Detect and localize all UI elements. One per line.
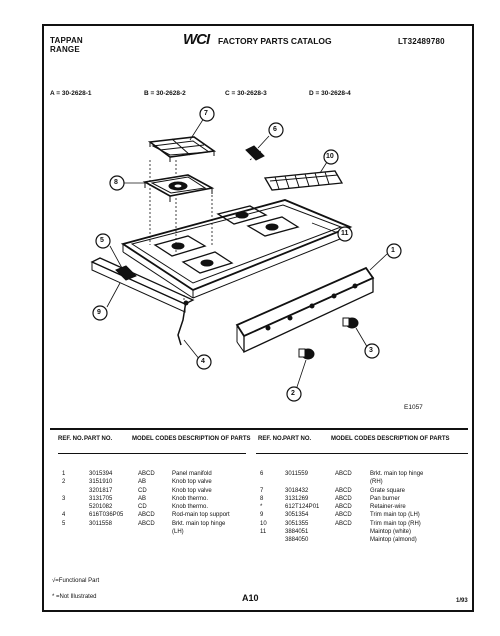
table-cell bbox=[138, 528, 155, 536]
left-part-column bbox=[89, 470, 123, 536]
table-cell bbox=[285, 478, 319, 486]
table-cell: ABCD bbox=[138, 512, 155, 519]
table-cell bbox=[62, 503, 65, 511]
wci-logo: WCI bbox=[183, 31, 210, 48]
revision-date: 1/93 bbox=[456, 598, 468, 604]
header-codes-left: MODEL CODES bbox=[132, 436, 177, 442]
table-cell: 3051355 bbox=[285, 520, 309, 527]
table-cell: ABCD bbox=[335, 471, 352, 477]
catalog-number: LT32489780 bbox=[398, 37, 445, 46]
table-cell bbox=[260, 536, 267, 544]
right-desc-column bbox=[370, 470, 423, 545]
header-desc-left: DESCRIPTION OF PARTS bbox=[178, 436, 251, 442]
table-cell bbox=[260, 478, 267, 486]
brand-line1: TAPPAN bbox=[50, 36, 83, 45]
knob-top-valve-part bbox=[299, 349, 314, 359]
table-cell: 8 bbox=[260, 495, 264, 502]
table-cell: CD bbox=[138, 504, 147, 511]
callout-label-1: 1 bbox=[391, 247, 395, 254]
page-number: A10 bbox=[242, 593, 259, 603]
table-cell: Retainer-wire bbox=[370, 504, 406, 511]
table-cell: 3011559 bbox=[285, 471, 308, 477]
table-cell: 3051354 bbox=[285, 512, 309, 519]
model-a: A = 30-2628-1 bbox=[50, 90, 92, 97]
header-ref-right: REF. NO. bbox=[258, 436, 284, 442]
table-cell: Brkt. main top hinge bbox=[370, 471, 424, 477]
table-cell: Maintop (almond) bbox=[370, 537, 417, 544]
right-ref-column bbox=[260, 470, 267, 545]
knob-thermo-part bbox=[343, 318, 358, 328]
table-cell: 6 bbox=[260, 471, 264, 477]
callout-label-8: 8 bbox=[114, 179, 118, 186]
table-top-rule bbox=[50, 428, 468, 430]
header-underline-left bbox=[58, 453, 246, 454]
functional-part-note: √=Functional Part bbox=[52, 578, 100, 584]
catalog-title: FACTORY PARTS CATALOG bbox=[218, 36, 332, 46]
table-cell: 3151910 bbox=[89, 479, 113, 486]
table-cell: Brkt. main top hinge bbox=[172, 520, 226, 527]
table-cell: CD bbox=[138, 487, 147, 494]
table-cell: 3131269 bbox=[285, 495, 309, 502]
table-cell: ABCD bbox=[335, 520, 352, 527]
table-cell: 3011558 bbox=[89, 520, 112, 527]
header-codes-right: MODEL CODES bbox=[331, 436, 376, 442]
left-codes-column bbox=[138, 470, 155, 536]
header-underline-right bbox=[256, 453, 468, 454]
trim-main-top-rh-part bbox=[265, 171, 342, 190]
table-cell: (RH) bbox=[370, 479, 383, 486]
table-cell: ABCD bbox=[335, 512, 352, 519]
model-c: C = 30-2628-3 bbox=[225, 90, 267, 97]
table-cell: 3884051 bbox=[285, 529, 309, 536]
callout-label-4: 4 bbox=[201, 358, 205, 365]
table-cell: 2 bbox=[62, 479, 66, 486]
table-cell: Panel manifold bbox=[172, 471, 212, 477]
table-cell: * bbox=[260, 504, 263, 511]
table-cell: AB bbox=[138, 479, 147, 486]
header-part-right: PART NO. bbox=[283, 436, 312, 442]
callout-label-6: 6 bbox=[273, 126, 277, 133]
table-cell: ABCD bbox=[138, 471, 155, 477]
table-cell: 612T124P01 bbox=[285, 504, 320, 511]
callout-label-9: 9 bbox=[97, 309, 101, 316]
header-ref-left: REF. NO. bbox=[58, 436, 84, 442]
table-cell: 3 bbox=[62, 495, 66, 502]
table-cell: ABCD bbox=[335, 487, 352, 494]
callout-label-3: 3 bbox=[369, 347, 373, 354]
table-cell: 5201082 bbox=[89, 504, 113, 511]
table-cell: ABCD bbox=[138, 520, 155, 527]
table-cell bbox=[335, 478, 352, 486]
table-cell: 1 bbox=[62, 471, 66, 477]
not-illustrated-note: * =Not Illustrated bbox=[52, 594, 97, 600]
header-desc-right: DESCRIPTION OF PARTS bbox=[377, 436, 450, 442]
callout-label-11: 11 bbox=[341, 230, 349, 237]
callout-label-2: 2 bbox=[291, 390, 295, 397]
left-desc-column bbox=[172, 470, 230, 536]
left-ref-column bbox=[62, 470, 65, 536]
table-cell bbox=[62, 487, 65, 495]
table-cell: 3131705 bbox=[89, 495, 113, 502]
model-b: B = 30-2628-2 bbox=[144, 90, 186, 97]
table-cell bbox=[335, 536, 352, 544]
table-cell: Maintop (white) bbox=[370, 529, 412, 536]
table-cell bbox=[89, 528, 123, 536]
header-part-left: PART NO. bbox=[84, 436, 113, 442]
table-cell: Knob thermo. bbox=[172, 504, 209, 511]
callout-label-5: 5 bbox=[100, 237, 104, 244]
table-cell: Rod-main top support bbox=[172, 512, 230, 519]
table-cell: 11 bbox=[260, 529, 267, 536]
pan-burner-part bbox=[145, 175, 212, 202]
table-cell: Knob thermo. bbox=[172, 495, 209, 502]
table-cell: 5 bbox=[62, 520, 66, 527]
support-rod-part bbox=[178, 301, 188, 345]
table-cell: Knob top valve bbox=[172, 479, 212, 486]
trim-main-top-lh-part bbox=[92, 258, 193, 312]
table-cell: 3018432 bbox=[285, 487, 309, 494]
right-codes-column bbox=[335, 470, 352, 545]
table-cell: Knob top valve bbox=[172, 487, 212, 494]
hinge-bracket-lh-part bbox=[116, 266, 136, 280]
table-cell bbox=[62, 528, 65, 536]
table-cell bbox=[335, 528, 352, 536]
table-cell: 3201817 bbox=[89, 487, 113, 494]
brand-line2: RANGE bbox=[50, 45, 80, 54]
table-cell: Grate square bbox=[370, 487, 406, 494]
table-cell: 9 bbox=[260, 512, 264, 519]
table-cell: 3015394 bbox=[89, 471, 113, 477]
table-cell: 10 bbox=[260, 520, 267, 527]
right-part-column bbox=[285, 470, 319, 545]
table-cell: Trim main top (LH) bbox=[370, 512, 420, 519]
callout-label-10: 10 bbox=[326, 153, 334, 160]
panel-manifold-part bbox=[237, 268, 373, 352]
table-cell: 4 bbox=[62, 512, 66, 519]
table-cell: ABCD bbox=[335, 504, 352, 511]
table-cell: Pan burner bbox=[370, 495, 400, 502]
table-cell: 3884050 bbox=[285, 537, 309, 544]
model-d: D = 30-2628-4 bbox=[309, 90, 351, 97]
table-cell: 7 bbox=[260, 487, 264, 494]
grate-square-part bbox=[150, 137, 214, 162]
table-cell: AB bbox=[138, 495, 147, 502]
table-cell: ABCD bbox=[335, 495, 352, 502]
callout-label-7: 7 bbox=[204, 110, 208, 117]
table-cell: 616T036P05 bbox=[89, 512, 124, 519]
table-cell: (LH) bbox=[172, 529, 184, 536]
figure-id: E1057 bbox=[404, 404, 423, 411]
hinge-bracket-rh-part bbox=[246, 146, 264, 160]
table-cell: Trim main top (RH) bbox=[370, 520, 421, 527]
